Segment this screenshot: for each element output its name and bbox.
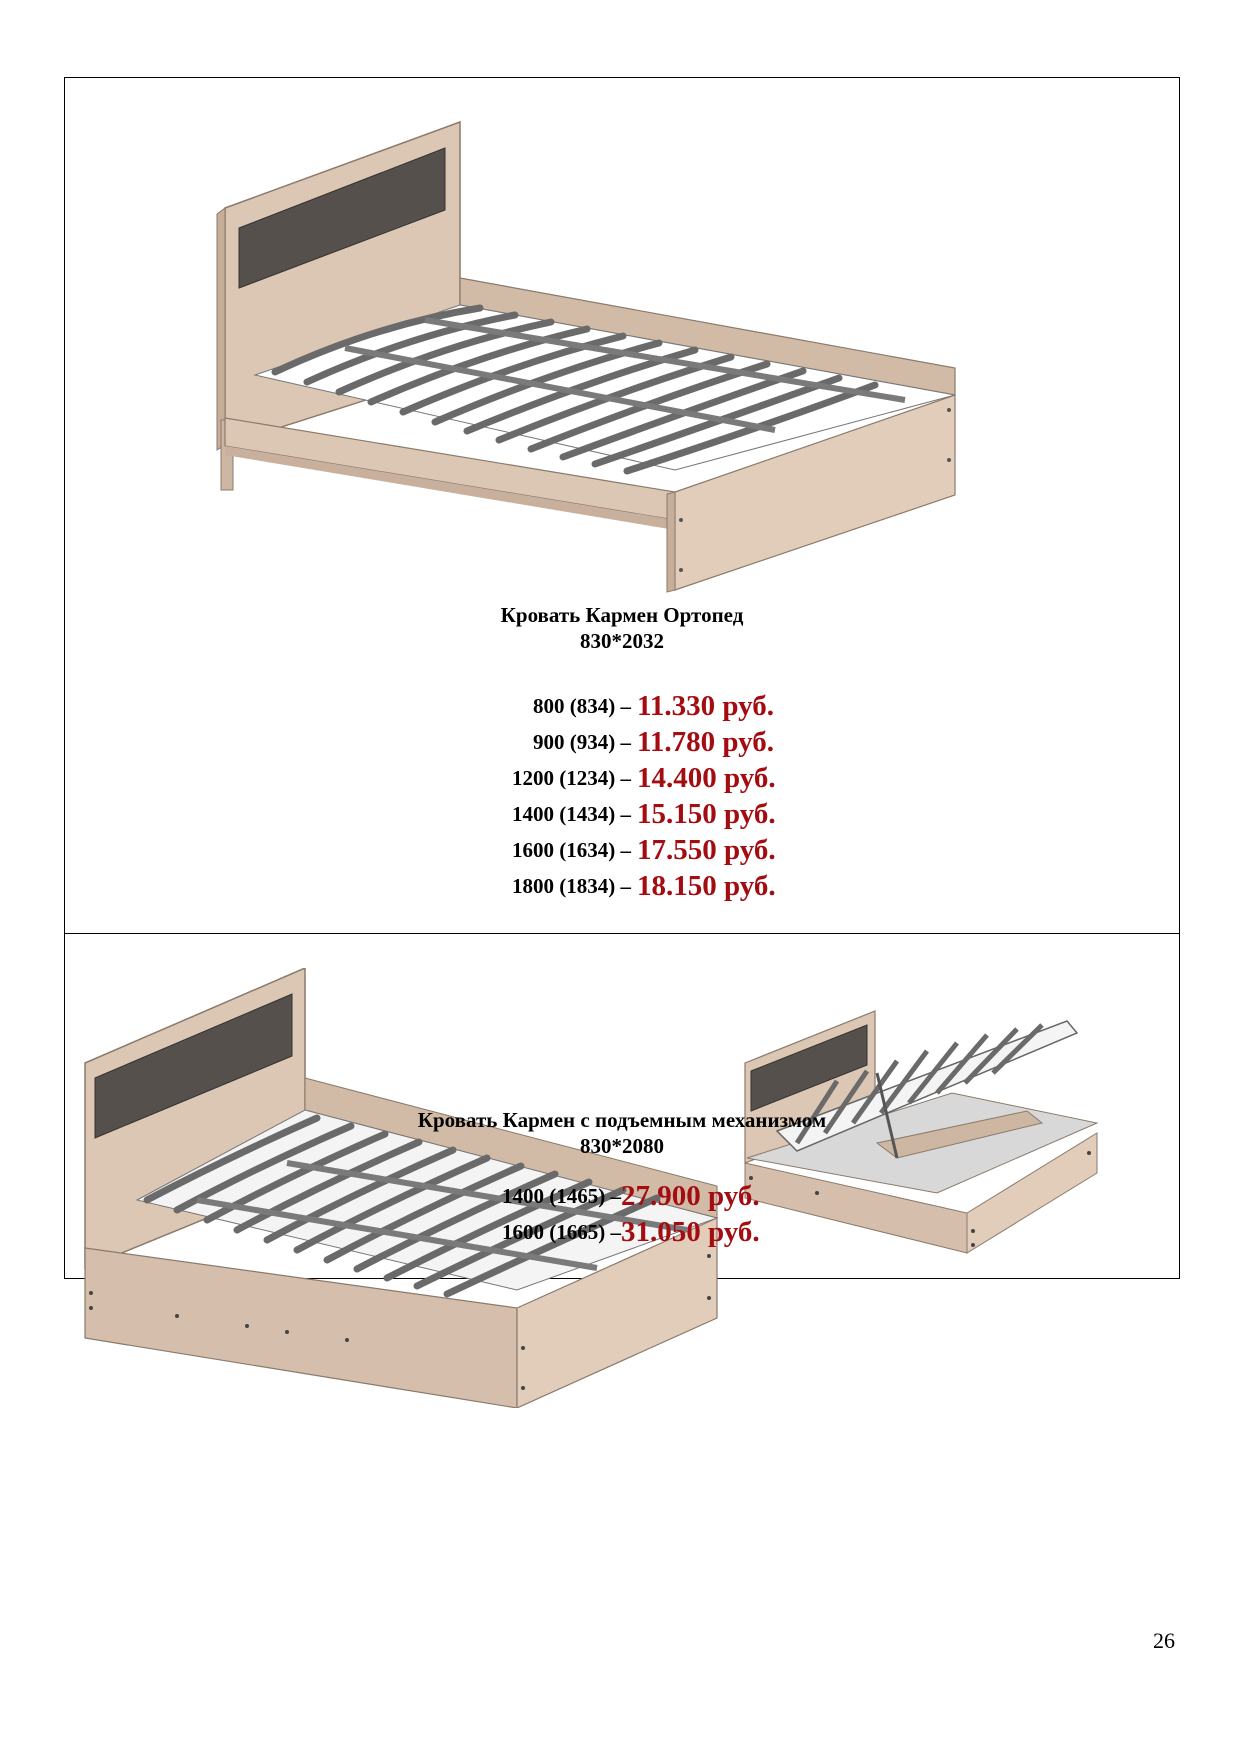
price-value: 15.150 руб. bbox=[637, 798, 776, 830]
product-2-dimensions: 830*2080 bbox=[580, 1134, 664, 1158]
size-label: 900 (934) – bbox=[533, 730, 631, 754]
product-2-name: Кровать Кармен с подъемным механизмом bbox=[417, 1108, 827, 1132]
price-row bbox=[65, 1178, 1179, 1214]
page-number: 26 bbox=[1153, 1628, 1175, 1653]
price-row bbox=[65, 688, 1179, 724]
size-label: 800 (834) – bbox=[533, 694, 631, 718]
size-label: 1800 (1834) – bbox=[512, 874, 631, 898]
section-divider bbox=[65, 933, 1179, 934]
price-value: 27.900 руб. bbox=[621, 1180, 760, 1212]
size-label: 1200 (1234) – bbox=[512, 766, 631, 790]
bed-orthopedic-image bbox=[215, 100, 1095, 600]
size-label: 1400 (1434) – bbox=[512, 802, 631, 826]
product-1-name: Кровать Кармен Ортопед bbox=[500, 603, 744, 627]
size-label: 1400 (1465) – bbox=[502, 1184, 621, 1208]
price-row bbox=[65, 724, 1179, 760]
price-value: 14.400 руб. bbox=[637, 762, 776, 794]
size-label: 1600 (1634) – bbox=[512, 838, 631, 862]
catalog-frame bbox=[64, 77, 1180, 1279]
price-value: 18.150 руб. bbox=[637, 870, 776, 902]
price-row bbox=[65, 796, 1179, 832]
bed-orthopedic-illustration bbox=[215, 100, 1095, 600]
price-value: 31.050 руб. bbox=[621, 1216, 760, 1248]
price-row bbox=[65, 832, 1179, 868]
price-value: 11.780 руб. bbox=[637, 726, 775, 758]
price-value: 17.550 руб. bbox=[637, 834, 776, 866]
size-label: 1600 (1665) – bbox=[502, 1220, 621, 1244]
price-row bbox=[65, 760, 1179, 796]
product-1-dimensions: 830*2032 bbox=[580, 629, 664, 653]
price-row bbox=[65, 1214, 1179, 1250]
price-value: 11.330 руб. bbox=[637, 690, 775, 722]
price-row bbox=[65, 868, 1179, 904]
